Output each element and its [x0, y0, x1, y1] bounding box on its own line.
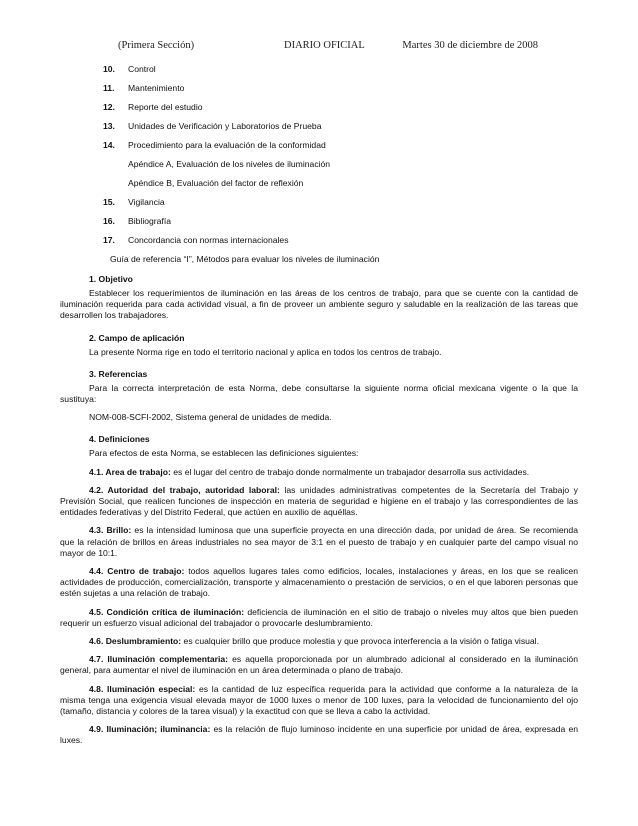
header-publication: DIARIO OFICIAL	[284, 40, 365, 51]
toc-item	[60, 212, 578, 231]
definition-term: 4.1. Area de trabajo:	[89, 466, 171, 477]
definition-item	[60, 525, 578, 559]
section-title-definiciones: 4. Definiciones	[89, 434, 150, 445]
definition-term: 4.4. Centro de trabajo:	[89, 566, 185, 577]
definition-text: todos aquellos lugares tales como edificios, locales, instalaciones y áreas, en los que se realicen actividades de producción, comercialización, transporte y almacenamiento o prestación de servicios, o en el que laboren personas que estén sujetas a una relación de trabajo.	[60, 566, 578, 599]
toc-number: 12.	[103, 102, 115, 112]
toc-item	[60, 60, 578, 79]
definition-term: 4.5. Condición crítica de iluminación:	[89, 606, 245, 617]
section-text-objetivo: Establecer los requerimientos de iluminación en las áreas de los centros de trabajo, para que se cuente con la cantidad de iluminación requerida para cada actividad visual, a fin de proveer un ambiente seguro y saludable en la realización de las tareas que desarrollen los trabajadores.	[60, 288, 578, 321]
section-title-objetivo: 1. Objetivo	[89, 274, 133, 284]
toc-number: 17.	[103, 235, 115, 245]
toc-item	[60, 136, 578, 155]
toc-label: Mantenimiento	[128, 83, 185, 93]
section-text-referencias: Para la correcta interpretación de esta Norma, debe consultarse la siguiente norma oficial mexicana vigente o la que la sustituya:	[60, 382, 578, 405]
toc-subitem	[60, 155, 578, 174]
definition-term: 4.9. Iluminación; iluminancia:	[89, 724, 211, 735]
section-text-campo: La presente Norma rige en todo el territorio nacional y aplica en todos los centros de trabajo.	[89, 346, 442, 357]
definition-item	[60, 654, 578, 676]
definition-text: deficiencia de iluminación en el sitio de trabajo o niveles muy altos que bien pueden requerir un esfuerzo visual adicional del trabajador o provocarle deslumbramiento.	[60, 606, 578, 628]
toc-subitem	[60, 174, 578, 193]
toc-guide-label: Guía de referencia “I”, Métodos para evaluar los niveles de iluminación	[110, 254, 380, 264]
header-date: Martes 30 de diciembre de 2008	[402, 40, 538, 51]
definition-term: 4.8. Iluminación especial:	[89, 683, 196, 694]
definition-text: es cualquier brillo que produce molestia y que provoca interferencia a la visión o fatiga visual.	[181, 636, 539, 647]
toc-number: 10.	[103, 64, 115, 74]
toc-sub-label: Apéndice B, Evaluación del factor de reflexión	[128, 178, 304, 188]
toc-label: Procedimiento para la evaluación de la conformidad	[128, 140, 326, 150]
toc-number: 13.	[103, 121, 115, 131]
toc-item	[60, 231, 578, 250]
definition-item	[60, 607, 578, 629]
toc-label: Bibliografía	[128, 216, 171, 226]
definition-text: es aquella proporcionada por un alumbrado adicional al considerado en la iluminación general, para aumentar el nivel de iluminación en un área determinada o plano de trabajo.	[60, 654, 578, 676]
toc-sub-label: Apéndice A, Evaluación de los niveles de iluminación	[128, 159, 331, 169]
toc-label: Concordancia con normas internacionales	[128, 235, 289, 245]
definition-term: 4.7. Iluminación complementaria:	[89, 654, 229, 665]
section-title-campo: 2. Campo de aplicación	[89, 332, 185, 343]
toc-number: 14.	[103, 140, 115, 150]
toc-number: 11.	[103, 83, 115, 93]
definition-term: 4.6. Deslumbramiento:	[89, 636, 182, 647]
reference-item: NOM-008-SCFI-2002, Sistema general de unidades de medida.	[89, 412, 332, 423]
definition-item	[60, 724, 578, 746]
definition-item	[60, 636, 578, 647]
toc-guide	[60, 250, 578, 269]
toc-item	[60, 98, 578, 117]
toc-label: Unidades de Verificación y Laboratorios de Prueba	[128, 121, 322, 131]
table-of-contents	[60, 60, 578, 269]
section-text-definiciones: Para efectos de esta Norma, se establecen las definiciones siguientes:	[89, 448, 359, 459]
definition-item	[60, 684, 578, 718]
definition-item	[60, 467, 578, 478]
definition-item	[60, 566, 578, 600]
toc-label: Vigilancia	[128, 197, 165, 207]
definition-text: es la intensidad luminosa que una superficie proyecta en una dirección dada, por unidad de área. Se recomienda que la relación de brillos en áreas industriales no sea mayor de 3:1 en el puesto de trabajo y en cualquier parte del campo visual no mayor de 10:1.	[60, 525, 578, 558]
section-title-referencias: 3. Referencias	[89, 368, 148, 379]
toc-item	[60, 117, 578, 136]
toc-label: Control	[128, 64, 156, 74]
definition-text: las unidades administrativas competentes de la Secretaría del Trabajo y Previsión Social, que realicen funciones de inspección en materia de seguridad e higiene en el trabajo y las correspondientes de las entidades federativas y del Distrito Federal, que actúen en auxilio de aquéllas.	[60, 484, 578, 518]
toc-item	[60, 79, 578, 98]
toc-number: 15.	[103, 197, 115, 207]
toc-number: 16.	[103, 216, 115, 226]
toc-item	[60, 193, 578, 212]
definition-text: es la cantidad de luz específica requerida para la actividad que conforme a la naturaleza de la misma tenga una exigencia visual elevada mayor de 1000 luxes o menor de 100 luxes, para la velocidad de funcionamiento del ojo (tamaño, distancia y colores de la tarea visual) y la exactitud con que se lleva a cabo la actividad.	[60, 683, 578, 717]
page-header	[118, 40, 538, 54]
definition-text: es la relación de flujo luminoso incidente en una superficie por unidad de área, expresada en luxes.	[60, 724, 578, 746]
definition-text: es el lugar del centro de trabajo donde normalmente un trabajador desarrolla sus actividades.	[170, 466, 530, 477]
document-body	[60, 60, 578, 754]
definition-term: 4.3. Brillo:	[89, 525, 132, 536]
header-section: (Primera Sección)	[118, 40, 195, 51]
toc-label: Reporte del estudio	[128, 102, 203, 112]
definition-term: 4.2. Autoridad del trabajo, autoridad laboral:	[89, 484, 280, 495]
definition-item	[60, 485, 578, 519]
